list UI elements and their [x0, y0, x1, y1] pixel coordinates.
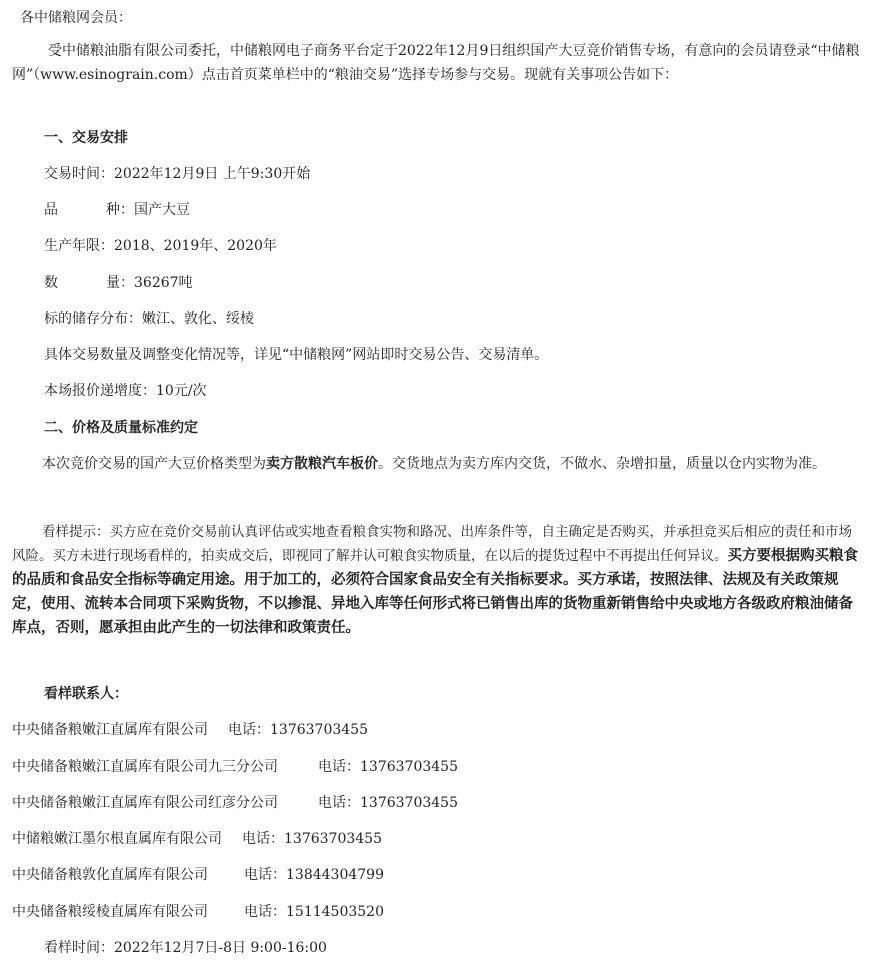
contact-name: 中央储备粮绥棱直属库有限公司 — [12, 904, 208, 920]
intro-paragraph: 受中储粮油脂有限公司委托，中储粮网电子商务平台定于2022年12月9日组织国产大豆竞价销售专场，有意向的会员请登录“中储粮网”（www.esinograin.com）点击首页菜单栏中的“粮油交易”选择专场参与交易。现就有关事项公告如下： — [12, 43, 860, 83]
contact-name: 中央储备粮嫩江直属库有限公司红彦分公司 — [12, 795, 278, 811]
quantity-label-b: 量： — [106, 275, 134, 291]
contact-row — [12, 829, 382, 849]
contact-phone: 电话：13763703455 — [242, 831, 382, 847]
trade-detail-note: 具体交易数量及调整变化情况等，详见“中储粮网”网站即时交易公告、交易清单。 — [44, 347, 549, 363]
contact-row — [12, 720, 368, 740]
contact-row — [12, 793, 458, 813]
quantity-value: 36267吨 — [134, 275, 193, 291]
contact-row — [12, 865, 384, 885]
contact-phone: 电话：13844304799 — [244, 867, 384, 883]
price-text-post: 。交货地点为卖方库内交货，不做水、杂增扣量，质量以仓内实物为准。 — [378, 456, 826, 472]
contact-phone: 电话：13763703455 — [228, 722, 368, 738]
salutation: 各中储粮网会员： — [20, 10, 132, 26]
variety-value: 国产大豆 — [134, 202, 190, 218]
sample-time: 看样时间：2022年12月7日-8日 9:00-16:00 — [44, 940, 327, 956]
notice-normal: 看样提示：买方应在竞价交易前认真评估或实地查看粮食实物和路况、出库条件等，自主确定是否购买，并承担竞买后相应的责任和市场风险。买方未进行现场看样的，拍卖成交后，即视同了解并认可粮食实物质量，在以后的提货过程中不再提出任何异议。 — [12, 524, 852, 564]
bid-increment: 本场报价递增度：10元/次 — [44, 383, 207, 399]
price-type: 卖方散粮汽车板价 — [266, 456, 378, 472]
trade-time: 交易时间：2022年12月9日 上午9:30开始 — [44, 166, 311, 182]
contact-name: 中储粮嫩江墨尔根直属库有限公司 — [12, 831, 222, 847]
quantity-row — [44, 273, 193, 293]
quantity-label-a: 数 — [44, 275, 58, 291]
section2-title: 二、价格及质量标准约定 — [44, 420, 198, 436]
contact-phone: 电话：15114503520 — [244, 904, 384, 920]
variety-label-a: 品 — [44, 202, 58, 218]
contacts-title: 看样联系人： — [44, 686, 128, 702]
section1-title: 一、交易安排 — [44, 130, 128, 146]
contact-name: 中央储备粮敦化直属库有限公司 — [12, 867, 208, 883]
price-paragraph — [12, 452, 864, 476]
variety-label-b: 种： — [106, 202, 134, 218]
contact-phone: 电话：13763703455 — [318, 759, 458, 775]
variety-row — [44, 200, 190, 220]
storage-distribution: 标的储存分布：嫩江、敦化、绥棱 — [44, 311, 254, 327]
contact-row — [12, 902, 384, 922]
sample-notice — [12, 520, 864, 640]
notice-bold: 买方要根据购买粮食的品质和食品安全指标等确定用途。用于加工的，必须符合国家食品安全有关指标要求。买方承诺，按照法律、法规及有关政策规定，使用、流转本合同项下采购货物，不以掺混、异地入库等任何形式将已销售出库的货物重新销售给中央或地方各级政府粮油储备库点，否则，愿承担由此产生的一切法律和政策责任。 — [12, 547, 858, 636]
contact-name: 中央储备粮嫩江直属库有限公司九三分公司 — [12, 759, 278, 775]
price-text-pre: 本次竞价交易的国产大豆价格类型为 — [42, 456, 266, 472]
contact-name: 中央储备粮嫩江直属库有限公司 — [12, 722, 208, 738]
contact-phone: 电话：13763703455 — [318, 795, 458, 811]
contact-row — [12, 757, 458, 777]
production-years: 生产年限：2018、2019年、2020年 — [44, 238, 277, 254]
